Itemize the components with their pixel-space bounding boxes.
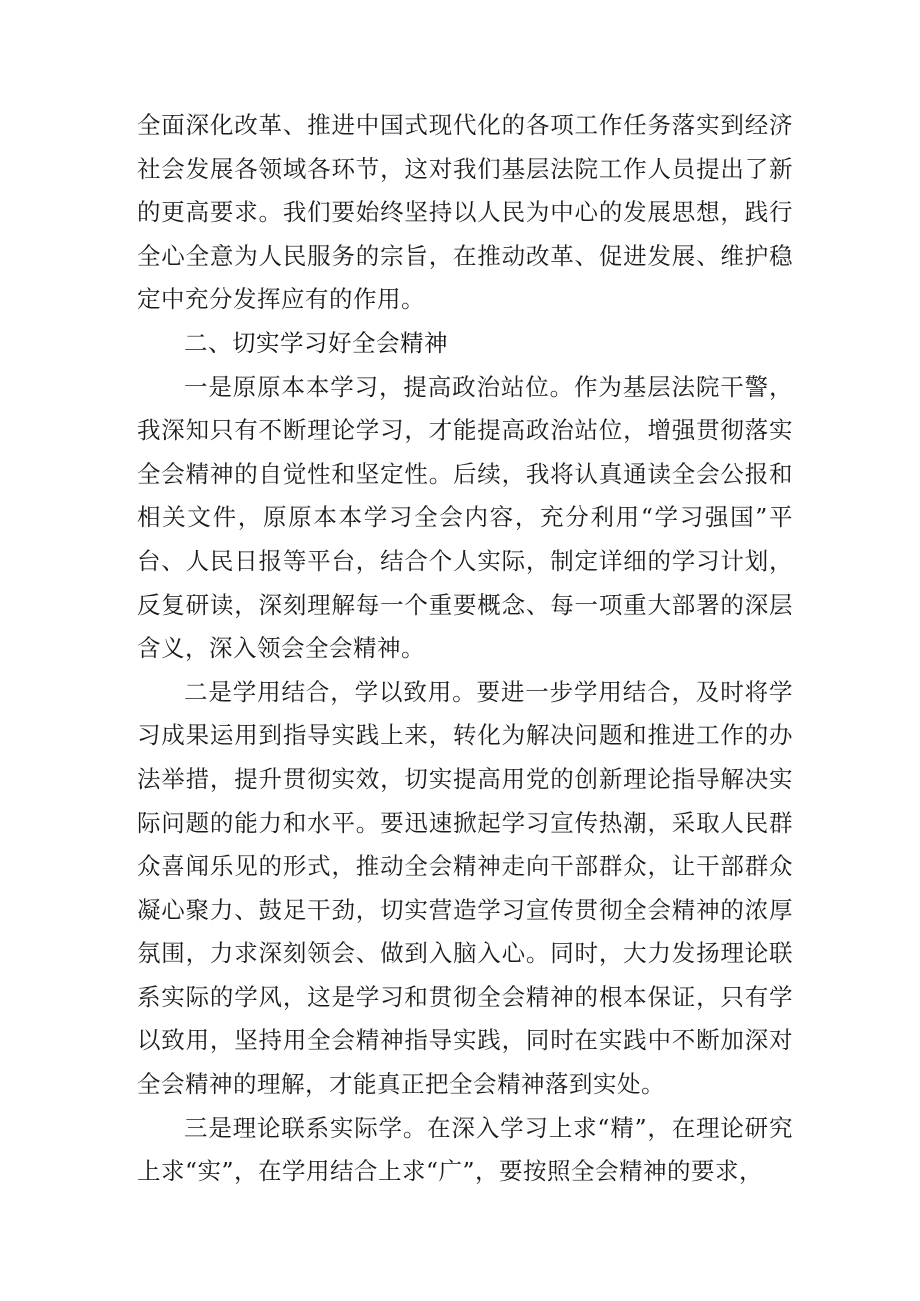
paragraph-theory-practice: 三是理论联系实际学。在深入学习上求“精”，在理论研究上求“实”，在学用结合上求“广”，要按照全会精神的要求，	[137, 1113, 793, 1186]
paragraph-study-original: 一是原原本本学习，提高政治站位。作为基层法院干警，我深知只有不断理论学习，才能提高政治站位，增强贯彻落实全会精神的自觉性和坚定性。后续，我将认真通读全会公报和相关文件，原原本本学习全会内容，充分利用“学习强国”平台、人民日报等平台，结合个人实际，制定详细的学习计划，反复研读，深刻理解每一个重要概念、每一项重大部署的深层含义，深入领会全会精神。	[137, 372, 793, 663]
section-heading: 二、切实学习好全会精神	[184, 328, 448, 357]
paragraph-study-apply: 二是学用结合，学以致用。要进一步学用结合，及时将学习成果运用到指导实践上来，转化为解决问题和推进工作的办法举措，提升贯彻实效，切实提高用党的创新理论指导解决实际问题的能力和水平。要迅速掀起学习宣传热潮，采取人民群众喜闻乐见的形式，推动全会精神走向干部群众，让干部群众凝心聚力、鼓足干劲，切实营造学习宣传贯彻全会精神的浓厚氛围，力求深刻领会、做到入脑入心。同时，大力发扬理论联系实际的学风，这是学习和贯彻全会精神的根本保证，只有学以致用，坚持用全会精神指导实践，同时在实践中不断加深对全会精神的理解，才能真正把全会精神落到实处。	[137, 677, 793, 1099]
document-body	[137, 104, 793, 1194]
paragraph-continuation: 全面深化改革、推进中国式现代化的各项工作任务落实到经济社会发展各领域各环节，这对我们基层法院工作人员提出了新的更高要求。我们要始终坚持以人民为中心的发展思想，践行全心全意为人民服务的宗旨，在推动改革、促进发展、维护稳定中充分发挥应有的作用。	[137, 111, 793, 314]
